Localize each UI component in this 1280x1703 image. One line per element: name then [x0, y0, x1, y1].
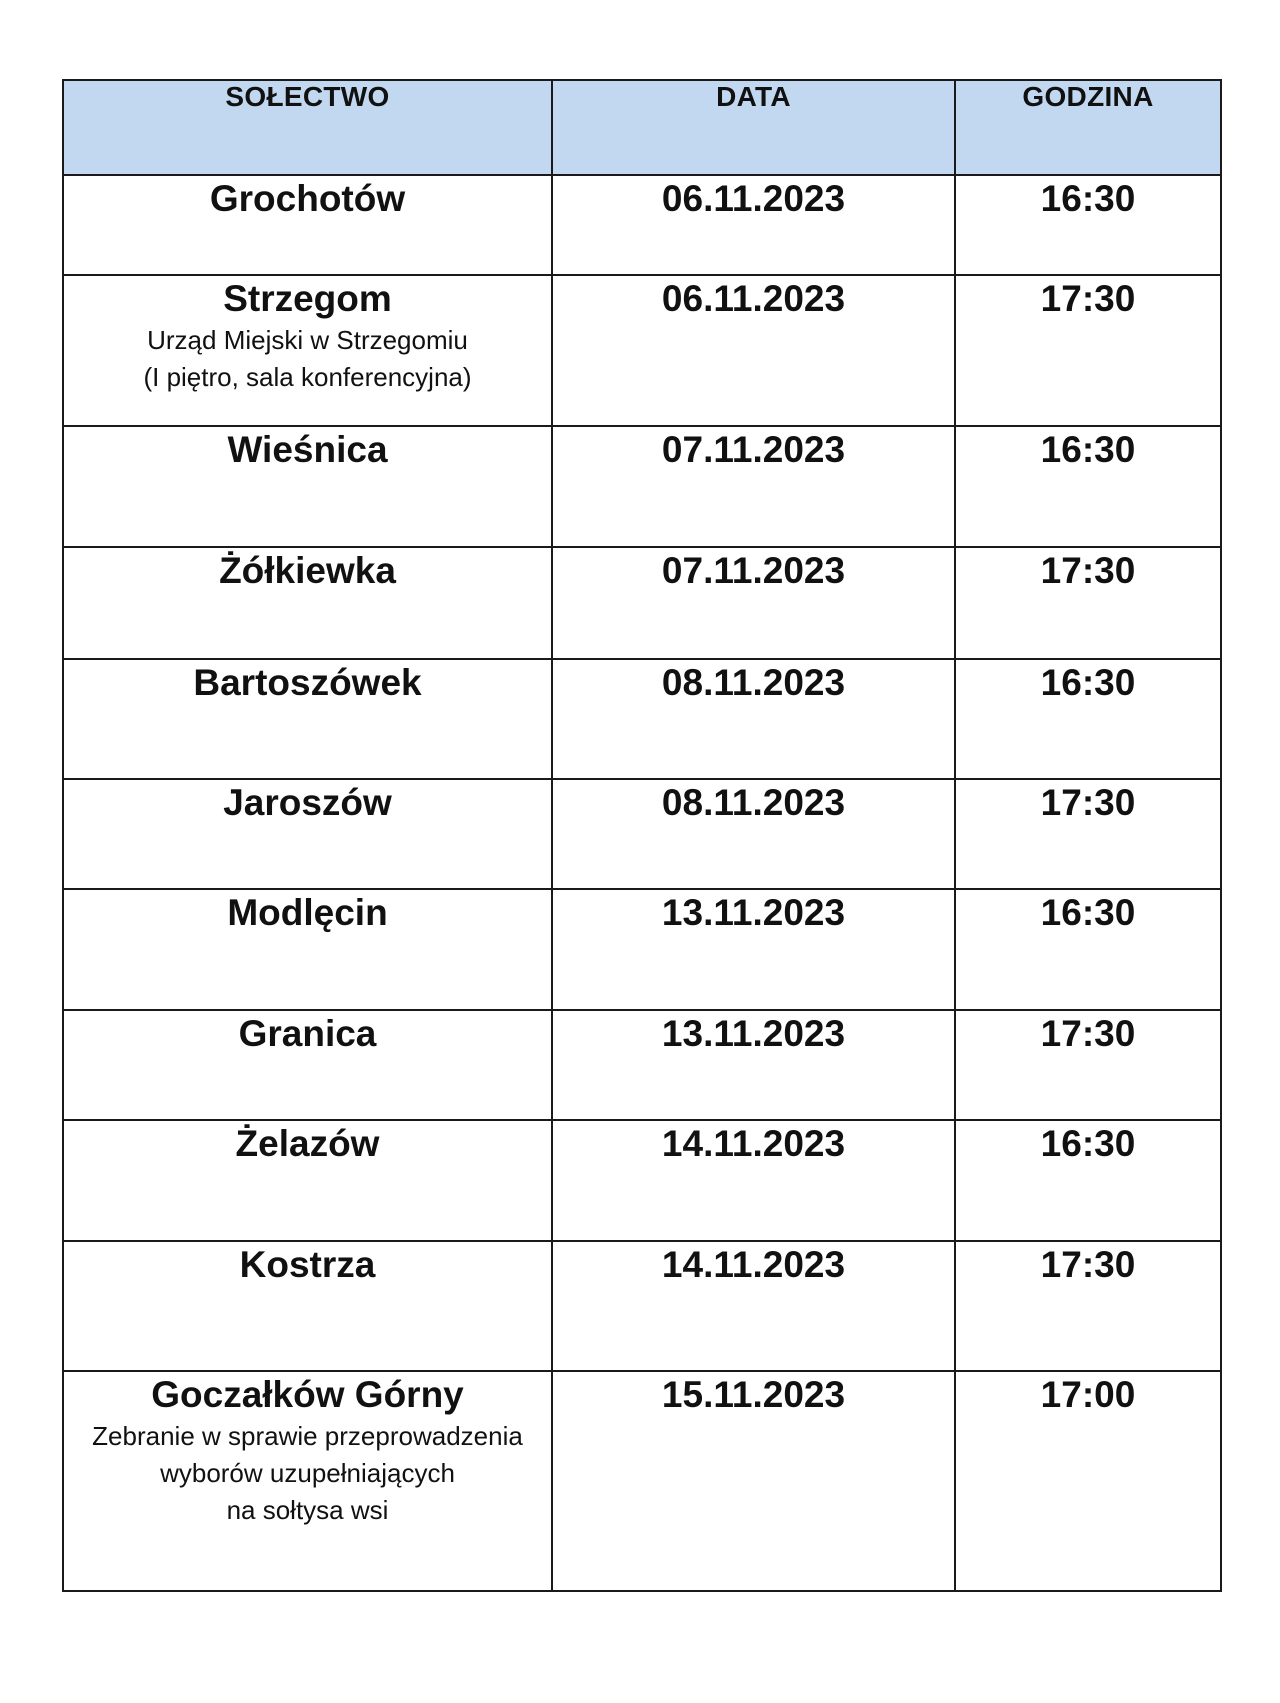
solectwo-cell	[63, 175, 552, 275]
date-cell	[552, 1371, 955, 1591]
table-row	[63, 889, 1221, 1010]
table-body	[63, 175, 1221, 1591]
time-cell	[955, 426, 1221, 547]
meeting-date: 13.11.2023	[661, 892, 846, 933]
meeting-time: 17:30	[1040, 1244, 1136, 1285]
time-cell	[955, 889, 1221, 1010]
date-cell	[552, 275, 955, 426]
solectwo-name: Granica	[238, 1013, 377, 1054]
meeting-date: 07.11.2023	[661, 550, 846, 591]
solectwo-name: Kostrza	[239, 1244, 376, 1285]
table-row	[63, 275, 1221, 426]
header-row	[63, 80, 1221, 175]
solectwo-cell	[63, 1010, 552, 1120]
time-cell	[955, 659, 1221, 779]
meeting-date: 06.11.2023	[661, 178, 846, 219]
solectwo-cell	[63, 1371, 552, 1591]
time-cell	[955, 175, 1221, 275]
solectwo-cell	[63, 779, 552, 889]
meeting-time: 16:30	[1040, 662, 1136, 703]
meeting-time: 17:30	[1040, 1013, 1136, 1054]
time-cell	[955, 275, 1221, 426]
time-cell	[955, 547, 1221, 659]
meeting-date: 15.11.2023	[661, 1374, 846, 1415]
date-cell	[552, 426, 955, 547]
table-row	[63, 1010, 1221, 1120]
meeting-date: 13.11.2023	[661, 1013, 846, 1054]
solectwo-name: Żółkiewka	[219, 550, 396, 591]
solectwo-cell	[63, 426, 552, 547]
date-cell	[552, 175, 955, 275]
solectwo-name: Goczałków Górny	[151, 1374, 464, 1415]
header-solectwo: SOŁECTWO	[63, 80, 552, 175]
time-cell	[955, 1010, 1221, 1120]
time-cell	[955, 1241, 1221, 1371]
table-header	[63, 80, 1221, 175]
solectwo-note: (I piętro, sala konferencyjna)	[143, 362, 472, 392]
date-cell	[552, 547, 955, 659]
table-row	[63, 426, 1221, 547]
date-cell	[552, 1010, 955, 1120]
meeting-date: 14.11.2023	[661, 1244, 846, 1285]
solectwo-name: Wieśnica	[227, 429, 388, 470]
date-cell	[552, 779, 955, 889]
time-cell	[955, 779, 1221, 889]
meeting-time: 16:30	[1040, 892, 1136, 933]
solectwo-note: wyborów uzupełniających	[160, 1458, 455, 1488]
meeting-date: 08.11.2023	[661, 662, 846, 703]
meeting-time: 17:30	[1040, 782, 1136, 823]
meeting-time: 17:00	[1040, 1374, 1136, 1415]
meeting-time: 17:30	[1040, 278, 1136, 319]
header-godzina: GODZINA	[955, 80, 1221, 175]
solectwo-name: Grochotów	[209, 178, 406, 219]
date-cell	[552, 1120, 955, 1241]
table-row	[63, 175, 1221, 275]
table-row	[63, 1241, 1221, 1371]
solectwo-note: Zebranie w sprawie przeprowadzenia	[92, 1421, 523, 1451]
meeting-schedule-table	[62, 79, 1222, 1592]
solectwo-cell	[63, 275, 552, 426]
meeting-date: 08.11.2023	[661, 782, 846, 823]
table-row	[63, 1120, 1221, 1241]
solectwo-name: Żelazów	[235, 1123, 380, 1164]
solectwo-name: Modlęcin	[227, 892, 388, 933]
header-data: DATA	[552, 80, 955, 175]
table-row	[63, 1371, 1221, 1591]
solectwo-cell	[63, 659, 552, 779]
date-cell	[552, 659, 955, 779]
date-cell	[552, 889, 955, 1010]
solectwo-name: Jaroszów	[223, 782, 392, 823]
meeting-date: 14.11.2023	[661, 1123, 846, 1164]
meeting-time: 16:30	[1040, 178, 1136, 219]
solectwo-cell	[63, 889, 552, 1010]
table-row	[63, 779, 1221, 889]
meeting-time: 17:30	[1040, 550, 1136, 591]
time-cell	[955, 1120, 1221, 1241]
solectwo-name: Strzegom	[223, 278, 392, 319]
date-cell	[552, 1241, 955, 1371]
meeting-time: 16:30	[1040, 429, 1136, 470]
time-cell	[955, 1371, 1221, 1591]
table-row	[63, 547, 1221, 659]
solectwo-cell	[63, 1120, 552, 1241]
table-row	[63, 659, 1221, 779]
solectwo-note: Urząd Miejski w Strzegomiu	[147, 325, 468, 355]
solectwo-cell	[63, 547, 552, 659]
solectwo-cell	[63, 1241, 552, 1371]
meeting-date: 07.11.2023	[661, 429, 846, 470]
solectwo-note: na sołtysa wsi	[226, 1495, 389, 1525]
solectwo-name: Bartoszówek	[193, 662, 422, 703]
meeting-date: 06.11.2023	[661, 278, 846, 319]
meeting-time: 16:30	[1040, 1123, 1136, 1164]
